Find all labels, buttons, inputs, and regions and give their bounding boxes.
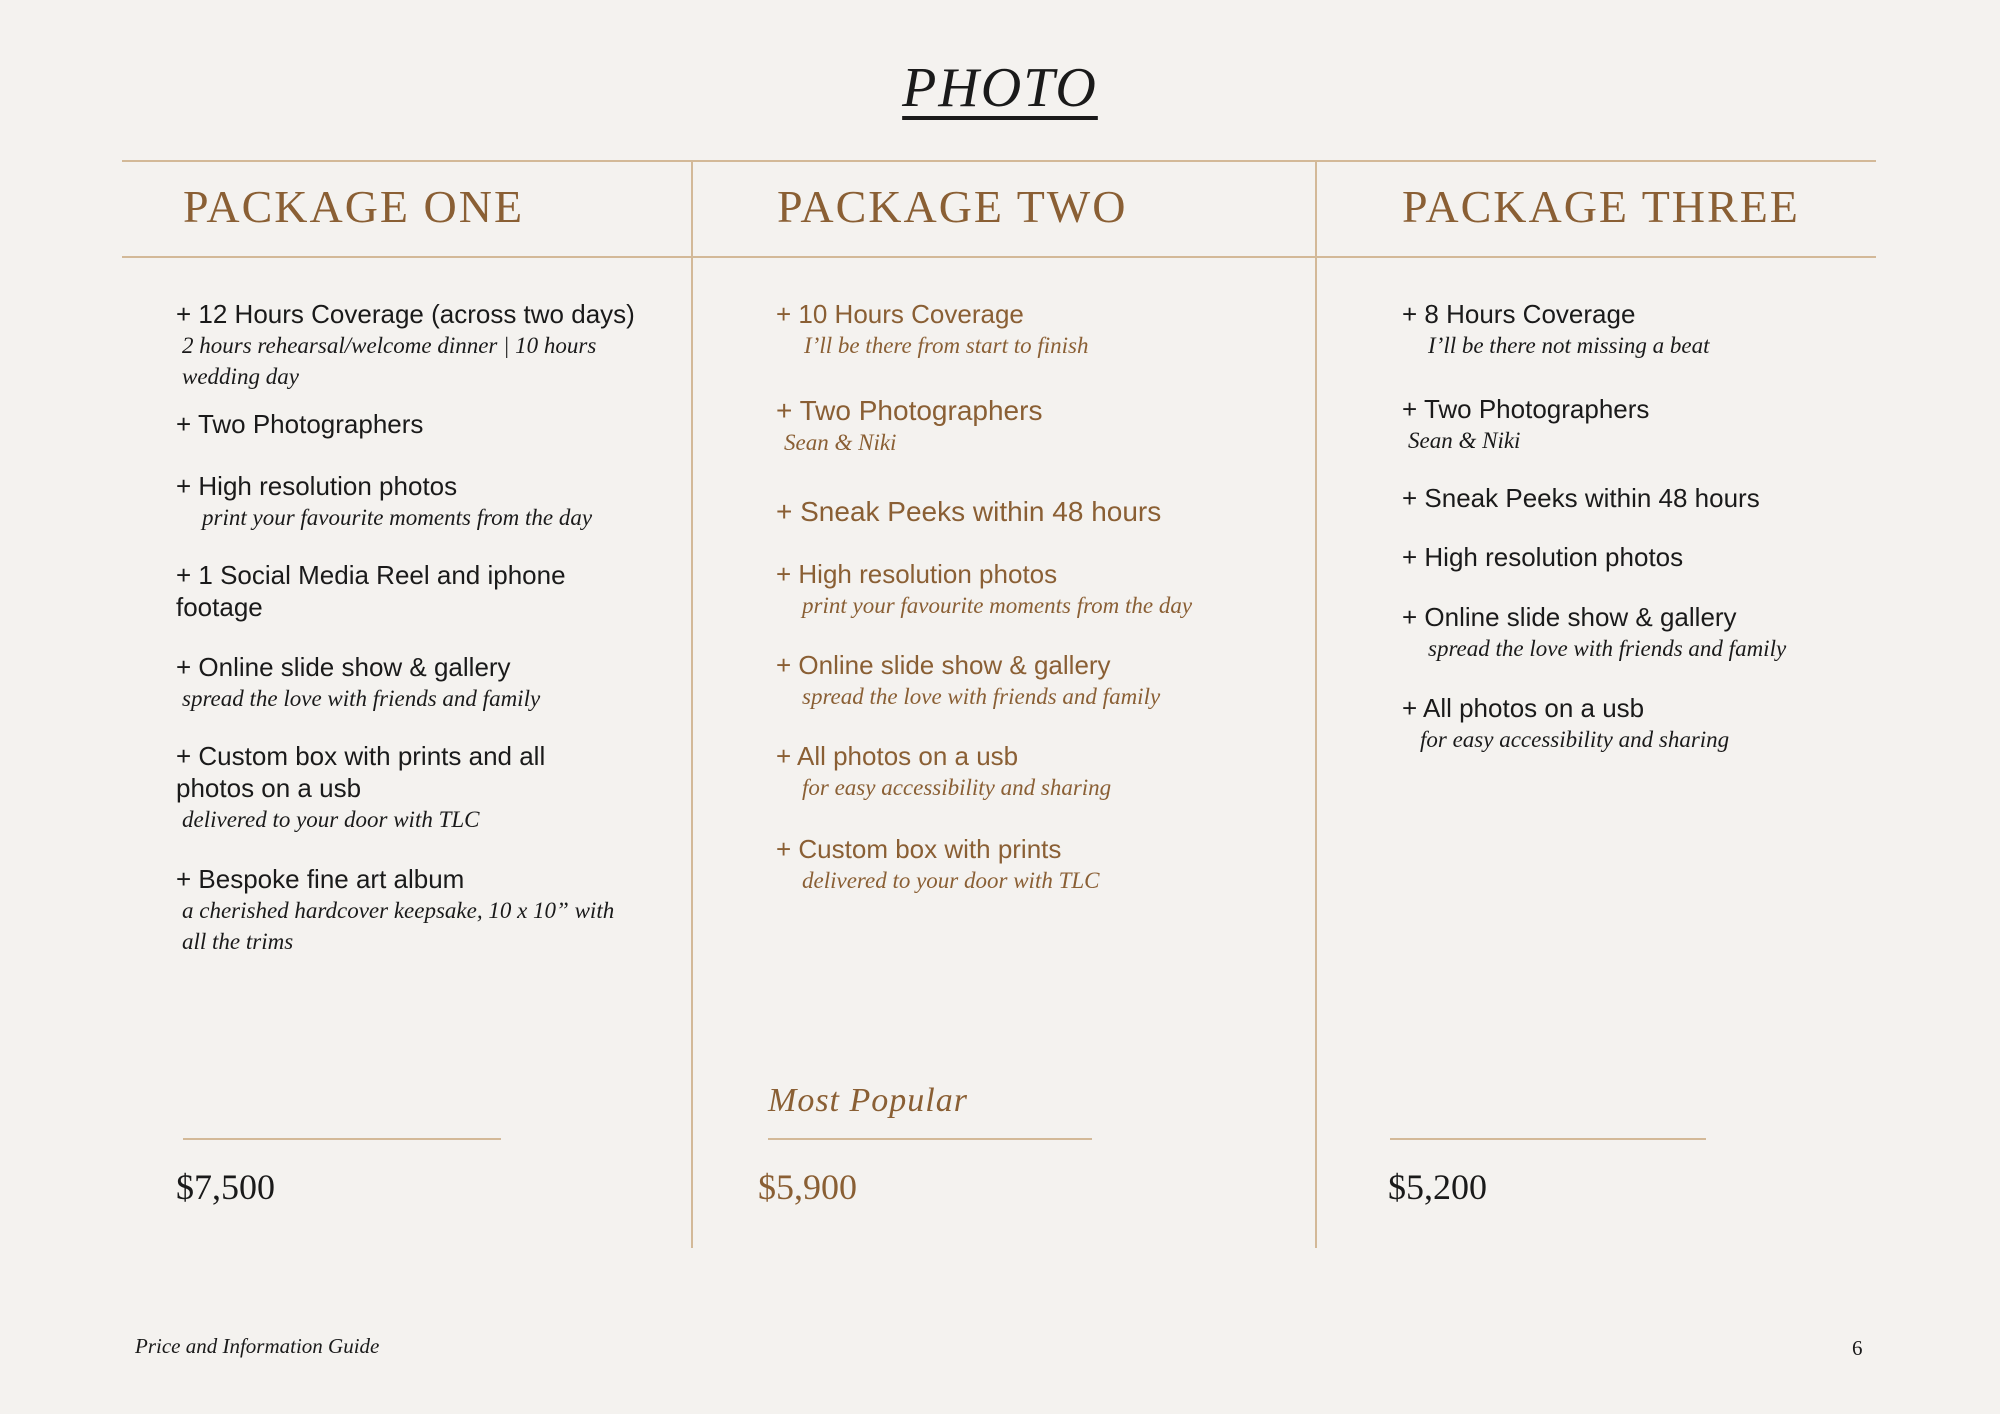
feature-item: [1402, 298, 1882, 361]
feature-title: + Online slide show & gallery: [776, 650, 1111, 680]
feature-subtitle: print your favourite moments from the day: [802, 593, 1193, 618]
package-two-price: $5,900: [758, 1167, 857, 1207]
price-rule: [768, 1138, 1092, 1140]
column-divider-1: [691, 162, 693, 1248]
package-two-features: [776, 298, 1276, 896]
feature-subtitle: a cherished hardcover keepsake, 10 x 10” with all the trims: [182, 898, 615, 954]
feature-item: [1402, 482, 1882, 514]
feature-item: [176, 298, 656, 392]
package-three-features: [1402, 298, 1882, 755]
feature-title: + 1 Social Media Reel and iphone footage: [176, 560, 566, 622]
feature-title: + Bespoke fine art album: [176, 864, 465, 894]
feature-title: + 8 Hours Coverage: [1402, 299, 1636, 329]
table-top-rule: [122, 160, 1876, 162]
feature-title: + 10 Hours Coverage: [776, 299, 1024, 329]
feature-title: + 12 Hours Coverage (across two days): [176, 299, 635, 329]
feature-subtitle: I’ll be there not missing a beat: [1428, 333, 1710, 358]
feature-subtitle: 2 hours rehearsal/welcome dinner | 10 hours wedding day: [182, 333, 597, 389]
feature-title: + High resolution photos: [776, 559, 1058, 589]
feature-title: + All photos on a usb: [1402, 693, 1645, 723]
feature-item: [176, 651, 656, 714]
feature-item: [1402, 692, 1882, 755]
price-rule: [183, 1138, 501, 1140]
feature-subtitle: Sean & Niki: [784, 430, 897, 455]
feature-subtitle: spread the love with friends and family: [802, 684, 1161, 709]
feature-item: [176, 408, 656, 440]
feature-item: [1402, 541, 1882, 573]
feature-subtitle: delivered to your door with TLC: [802, 868, 1100, 893]
package-three-heading: PACKAGE THREE: [1402, 181, 1800, 232]
footer-guide-title: Price and Information Guide: [135, 1334, 380, 1358]
feature-item: [1402, 601, 1882, 664]
feature-subtitle: for easy accessibility and sharing: [1420, 727, 1730, 752]
feature-title: + Online slide show & gallery: [176, 652, 511, 682]
feature-subtitle: spread the love with friends and family: [182, 686, 541, 711]
feature-subtitle: Sean & Niki: [1408, 428, 1521, 453]
feature-subtitle: for easy accessibility and sharing: [802, 775, 1112, 800]
feature-item: [776, 833, 1276, 896]
heading-bottom-rule: [122, 256, 1876, 258]
column-divider-2: [1315, 162, 1317, 1248]
feature-title: + Sneak Peeks within 48 hours: [1402, 483, 1760, 513]
package-one-heading: PACKAGE ONE: [183, 181, 525, 232]
feature-subtitle: I’ll be there from start to finish: [804, 333, 1089, 358]
page-title: [0, 56, 2000, 120]
page-number: 6: [1852, 1336, 1863, 1360]
feature-title: + Custom box with prints and all photos on a usb: [176, 741, 546, 803]
feature-subtitle: print your favourite moments from the day: [202, 505, 593, 530]
feature-title: + Custom box with prints: [776, 834, 1062, 864]
feature-item: [1402, 393, 1882, 456]
package-one-price: $7,500: [176, 1167, 275, 1207]
feature-subtitle: delivered to your door with TLC: [182, 807, 480, 832]
feature-title: + Two Photographers: [176, 409, 424, 439]
price-rule: [1390, 1138, 1706, 1140]
feature-item: [776, 496, 1276, 528]
feature-item: [776, 558, 1276, 621]
package-one-features: [176, 298, 656, 957]
feature-item: [776, 298, 1276, 361]
page-title-text: PHOTO: [902, 57, 1098, 119]
most-popular-badge: Most Popular: [768, 1082, 968, 1119]
feature-item: [776, 649, 1276, 712]
feature-item: [176, 470, 656, 533]
feature-item: [776, 395, 1276, 458]
feature-title: + High resolution photos: [176, 471, 458, 501]
feature-item: [176, 740, 596, 835]
feature-item: [176, 863, 656, 957]
feature-title: + Sneak Peeks within 48 hours: [776, 496, 1162, 527]
package-two-heading: PACKAGE TWO: [777, 181, 1128, 232]
feature-title: + Two Photographers: [1402, 394, 1650, 424]
feature-title: + Two Photographers: [776, 395, 1043, 426]
feature-title: + Online slide show & gallery: [1402, 602, 1737, 632]
feature-title: + All photos on a usb: [776, 741, 1019, 771]
feature-item: [776, 740, 1276, 803]
feature-title: + High resolution photos: [1402, 542, 1684, 572]
feature-subtitle: spread the love with friends and family: [1428, 636, 1787, 661]
package-three-price: $5,200: [1388, 1167, 1487, 1207]
feature-item: [176, 559, 596, 623]
